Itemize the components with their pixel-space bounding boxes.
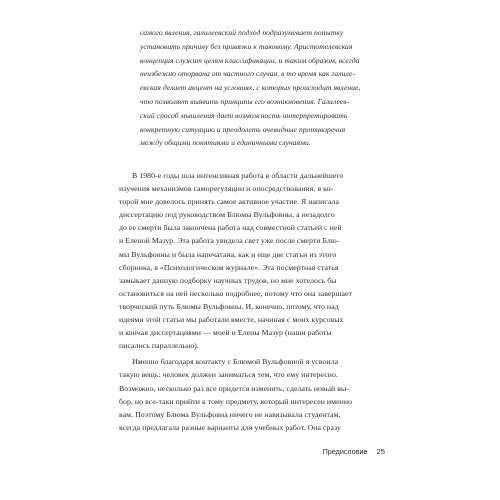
quote-line: неизбежно оторвана от частного случая, в то время как галиле- <box>140 69 356 79</box>
quote-line: конкретную ситуацию и преодолеть очевидные противоречия <box>140 124 346 134</box>
text-line: остановиться на ней несколько подробнее, потому что она завершает <box>119 288 352 298</box>
paragraph <box>119 169 387 352</box>
text-line: творческий путь Блюмы Вульфовны. И, конечно, потому, что над <box>119 301 339 311</box>
text-line: такую вещь: человек должен заниматься тем, что ему интересно. <box>119 370 338 380</box>
text-line: идеями этой статьи мы работали вместе, начиная с моих курсовых <box>119 315 344 325</box>
text-line: и кончая диссертациями — моей и Елены Мазур (наши работы <box>119 328 332 338</box>
text-line: всегда предлагала разные варианты для учебных работ. Она сразу <box>119 422 341 432</box>
text-line: диссертацию под руководством Блюмы Вульфовны, а незадолго <box>119 210 335 220</box>
page-number: 25 <box>376 447 385 456</box>
quote-line: евская делает акцент на условиях, с которых происходит явление, <box>140 83 361 93</box>
text-line: писались параллельно). <box>119 341 199 351</box>
main-text-block <box>119 169 387 434</box>
text-line: изучения механизмов саморегуляции и опосредствования, в ко- <box>119 184 334 194</box>
text-line: замыкает данную подборку научных трудов, но мне хотелось бы <box>119 275 337 285</box>
text-line: Возможно, несколько раз все придется изменить, сделать новый вы- <box>119 383 349 393</box>
quote-line: между общими понятиями и единичными случаями. <box>140 138 311 148</box>
footer-section-title: Предисловие <box>322 447 368 456</box>
quote-line: самого явления, галилеевский подход подразумевает попытку <box>140 28 344 37</box>
text-line: бор, но все-таки прийти к тому предмету, который интересен именно <box>119 396 353 406</box>
paragraph <box>119 355 387 434</box>
text-line: вам. Поэтому Блюма Вульфовна ничего не навязывала студентам, <box>119 409 341 419</box>
quote-line: концепция служит целям классификации, и таким образом, всегда <box>140 55 360 65</box>
quote-line: что позволяет выявить принципы его возникновения. Галилеев- <box>140 96 350 106</box>
text-line: сборника, в «Психологическом журнале». Эта посмертная статья <box>119 262 339 272</box>
text-line: Именно благодаря контакту с Блюмой Вульфовной я усвоила <box>132 357 339 367</box>
quote-line: установить причину без привязки к таковому. Аристотелевская <box>140 41 353 51</box>
text-line: мы Вульфовны и была напечатана, как и еще две статьи из этого <box>119 249 337 259</box>
text-line: и Еленой Мазур. Эта работа увидела свет уже после смерти Блю- <box>119 236 340 246</box>
text-line: торой мне довелось принять самое активное участие. Я написала <box>119 197 339 207</box>
text-line: до ее смерти была закончена работа над совместной статьей с ней <box>119 223 342 233</box>
running-footer <box>323 447 385 456</box>
text-line: В 1980-е годы шла интенсивная работа в области дальнейшего <box>132 171 344 180</box>
italic-quote-block <box>140 26 380 150</box>
quote-line: ский способ мышления дает возможность интерпретировать <box>140 110 348 120</box>
